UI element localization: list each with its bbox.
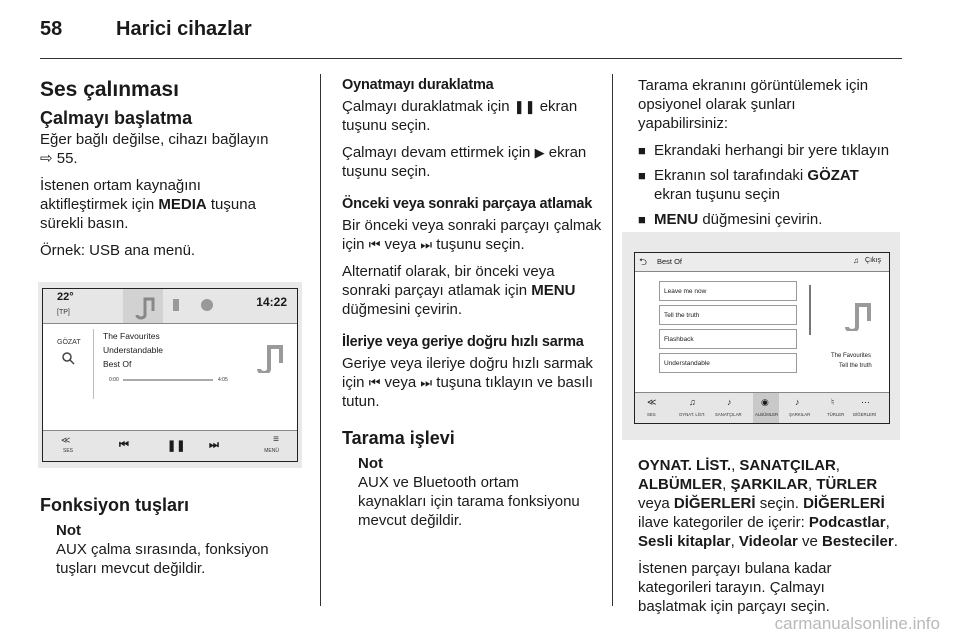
text-ve: ve [797,533,823,550]
bullet-tap-screen [638,141,900,160]
seek-paragraph [342,354,604,411]
reference-arrow-icon: ⇨ [40,150,53,167]
bullet2-text-pre: Ekranın sol tarafındaki [654,167,808,184]
temperature: 22° [57,291,74,303]
usb-main-menu-screenshot [38,282,302,468]
list-item[interactable]: Tell the truth [659,305,797,325]
previous-track-button[interactable]: ⏮ [119,439,129,451]
connect-text: Eğer bağlı değilse, cihazı bağlayın [40,131,269,148]
song-icon[interactable]: ♪ [795,397,800,407]
menu-icon[interactable]: ≡ [273,434,279,445]
cat-others-2: DİĞERLERİ [803,495,885,512]
track-label: Tell the truth [839,363,872,369]
browse-screen-screenshot [622,232,900,440]
column-divider-2 [612,74,613,606]
tab-albums[interactable]: ALBÜMLER [755,412,779,417]
sep: , [835,457,840,474]
resume-text-pre: Çalmayı devam ettirmek için [342,144,535,161]
artist-icon[interactable]: ♪ [727,397,732,407]
tab-songs[interactable]: ŞARKILAR [789,412,811,417]
cat-podcasts: Podcastlar [808,514,886,531]
skip-text-pre: Bir önceki veya sonraki parçayı çalmak için [342,217,602,253]
example-paragraph: Örnek: USB ana menü. [40,242,196,259]
media-text-post: tuşuna sürekli basın. [40,196,256,232]
next-icon: ⏭ [420,237,433,252]
skip-text-post: tuşunu seçin. [432,236,525,253]
cat-artists: SANATÇILAR [739,457,836,474]
menu-key: MENU [531,282,576,299]
pause-text-pre: Çalmayı duraklatmak için [342,98,514,115]
seek-heading: İleriye veya geriye doğru hızlı sarma [342,334,584,350]
column-3-lower [638,456,904,624]
column-1 [40,76,308,268]
scan-heading: Tarama işlevi [342,428,455,448]
track-artist: The Favourites [103,331,160,341]
search-icon[interactable] [61,351,75,365]
screen-frame [42,288,298,462]
media-paragraph [40,176,280,233]
column-1-lower [40,496,308,586]
pause-button[interactable]: ❚❚ [167,440,186,452]
bullet-menu [638,210,900,229]
page-header [40,18,252,41]
sep: , [731,457,740,474]
text-period: . [893,533,898,550]
text-secin: seçin. [755,495,804,512]
audio-icon[interactable]: ≪ [61,435,71,445]
subtitle-start: Çalmayı başlatma [40,108,193,128]
tp-indicator: [TP] [57,309,70,316]
sep: , [722,476,731,493]
resume-text-post: ekran tuşunu seçin. [342,144,587,180]
alt-text-pre: Alternatif olarak, bir önceki veya sonraki parçayı atlamak için [342,263,555,299]
progress-bar[interactable] [123,379,213,381]
cat-audiobooks: Sesli kitaplar [638,533,731,550]
browse-title: Best Of [657,257,683,266]
select-track-paragraph: İstenen parçayı bulana kadar kategorileri tarayın. Çalmayı başlatmak için parçayı seçin. [638,560,832,615]
media-key: MEDIA [158,196,207,213]
screen-divider [93,329,94,399]
browse-top-bar [635,253,889,272]
seek-text-post: tuşuna tıklayın ve basılı tutun. [342,374,594,410]
cat-videos: Videolar [738,533,798,550]
header-rule [40,58,902,59]
cat-albums: ALBÜMLER [638,476,723,493]
bullet2-text-post: ekran tuşunu seçin [654,186,780,203]
music-icon: ♫ [853,256,859,265]
genre-icon[interactable]: ♮ [831,397,835,407]
note-aux [40,521,308,578]
album-icon[interactable]: ◉ [761,397,769,407]
alt-text-post: düğmesini çevirin. [342,301,463,318]
bullet-gozat [638,166,900,204]
seek-text-pre: Geriye veya ileriye doğru hızlı sarmak için [342,355,593,391]
list-item[interactable]: Leave me now [659,281,797,301]
resume-paragraph [342,143,604,181]
menu-key-2: MENU [654,211,699,228]
column-3 [638,76,900,235]
pause-paragraph [342,97,604,135]
sep: , [885,514,890,531]
list-item[interactable]: Flashback [659,329,797,349]
page-title: Ses çalınması [40,78,179,101]
exit-button[interactable]: Çıkış [865,257,881,264]
screen-top-bar [43,289,297,324]
menu-label[interactable]: MENÜ [264,448,279,454]
bullet3-text-post: düğmesini çevirin. [698,211,823,228]
note-scan [342,454,604,530]
track-title: Understandable [103,345,164,355]
pause-text-post: ekran tuşunu seçin. [342,98,578,134]
screen-bottom-bar [43,430,297,461]
list-item[interactable]: Understandable [659,353,797,373]
music-note-icon [123,289,163,323]
browse-tab-bar [635,392,889,423]
scrollbar[interactable] [809,285,811,335]
tab-others[interactable]: DİĞERLERİ [853,412,877,417]
play-icon: ▶ [534,145,545,160]
sep: , [808,476,817,493]
categories-paragraph [638,456,904,551]
cat-genres: TÜRLER [816,476,878,493]
gozat-key: GÖZAT [807,167,859,184]
disc-icon[interactable] [201,299,213,311]
text-veya: veya [638,495,674,512]
skip-paragraph [342,216,604,254]
sep: , [730,533,739,550]
tab-artists[interactable]: SANATÇILAR [715,412,742,417]
time-end: 4:05 [218,377,228,383]
skip-text-mid: veya [380,236,421,253]
usb-icon[interactable] [173,299,179,311]
cat-songs: ŞARKILAR [730,476,808,493]
clock: 14:22 [256,295,287,309]
function-keys-heading: Fonksiyon tuşları [40,495,190,515]
text-ilave: ilave kategoriler de içerir: [638,514,809,531]
section-title: Harici cihazlar [116,18,252,40]
cat-composers: Besteciler [822,533,894,550]
media-text-pre: İstenen ortam kaynağını aktifleştirmek için [40,177,201,213]
fast-forward-icon: ⏭ [420,375,433,390]
note-scan-text: AUX ve Bluetooth ortam kaynakları için tarama fonksiyonu mevcut değildir. [358,474,580,529]
back-icon[interactable]: ⮌ [639,257,648,268]
pause-icon: ❚❚ [513,99,536,114]
artist-label: The Favourites [831,353,872,359]
album-art-icon [251,339,285,373]
seek-text-mid: veya [380,374,421,391]
browse-screen-frame [634,252,890,424]
cat-others: DİĞERLERİ [673,495,756,512]
note-title: Not [56,522,81,539]
note-text: AUX çalma sırasında, fonksiyon tuşları mevcut değildir. [56,541,269,577]
album-art-icon [841,297,871,331]
tab-ses[interactable]: SES [647,412,656,417]
pause-heading: Oynatmayı duraklatma [342,77,494,93]
note-scan-title: Not [358,455,383,472]
connect-paragraph [40,130,308,168]
reference-page: 55. [52,150,78,167]
next-track-button[interactable]: ⏭ [209,439,219,451]
gozat-label[interactable]: GÖZAT [57,339,81,346]
scan-intro: Tarama ekranını görüntülemek için opsiyonel olarak şunları yapabilirsiniz: [638,77,869,132]
track-album: Best Of [103,359,132,369]
playlist-icon[interactable]: ♫ [689,397,696,407]
cat-playlists: OYNAT. LİST. [638,457,732,474]
tab-genres[interactable]: TÜRLER [827,412,845,417]
bullet1-text: Ekrandaki herhangi bir yere tıklayın [654,142,890,159]
watermark: carmanualsonline.info [774,614,940,633]
rewind-icon: ⏮ [368,375,381,390]
column-2 [342,76,604,538]
music-source-tab[interactable] [123,289,163,323]
time-start: 0:00 [109,377,119,383]
ses-icon[interactable]: ≪ [647,397,657,407]
alternative-paragraph [342,262,604,319]
page-number: 58 [40,18,63,40]
column-divider-1 [320,74,321,606]
tab-playlists[interactable]: OYNAT. LİST. [679,412,706,417]
ses-label[interactable]: SES [63,448,74,454]
skip-heading: Önceki veya sonraki parçaya atlamak [342,196,593,212]
previous-icon: ⏮ [368,237,381,252]
more-icon[interactable]: ⋯ [861,397,870,407]
